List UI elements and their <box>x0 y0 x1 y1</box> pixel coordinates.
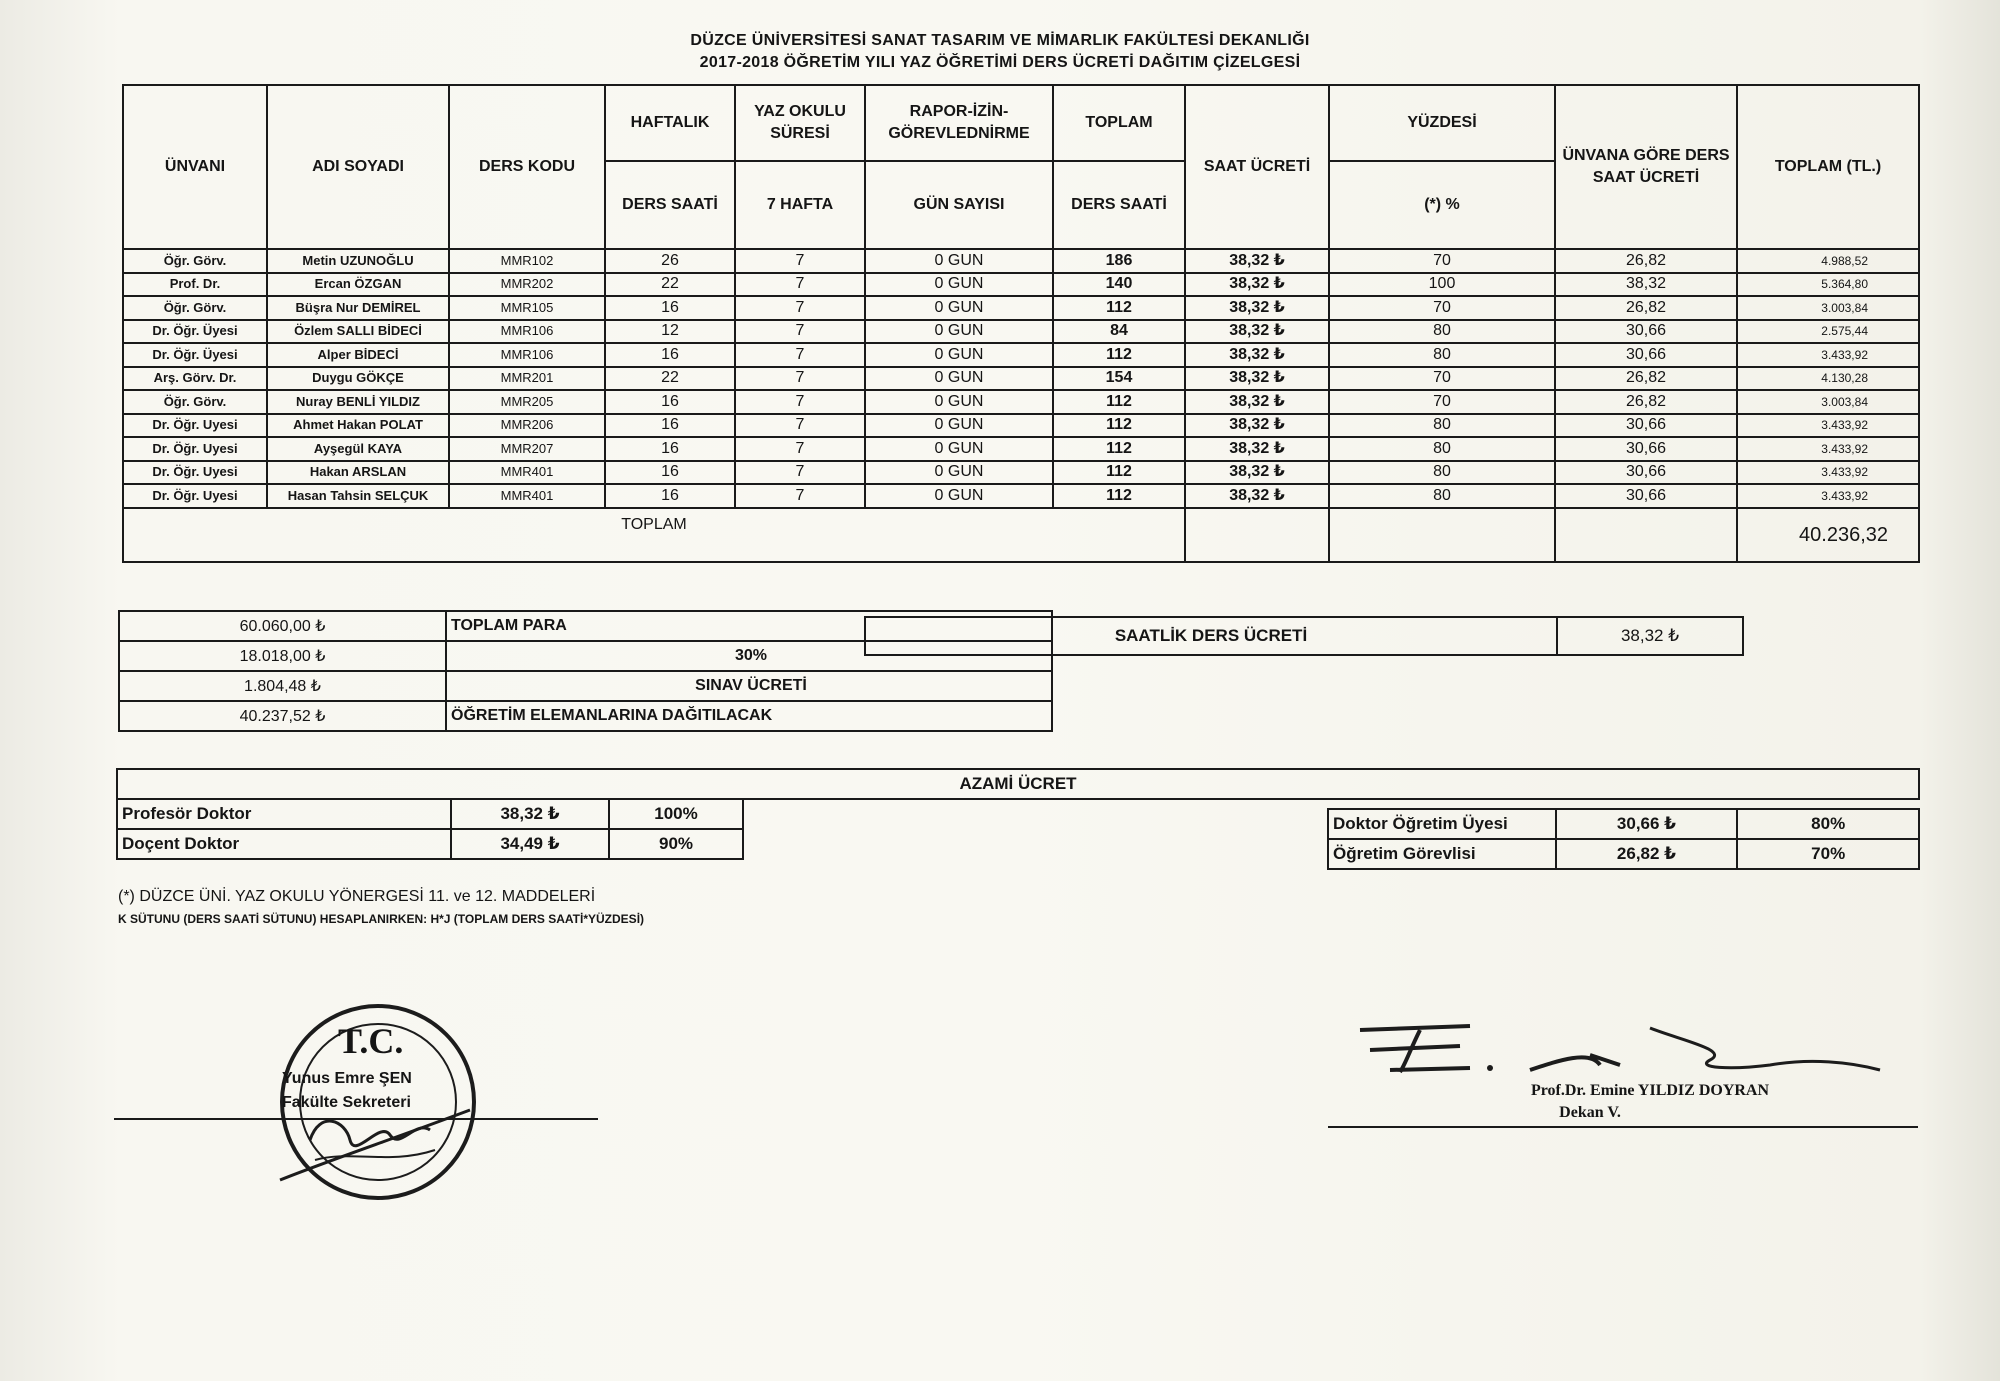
row-unvan-ucret: 26,82 <box>1555 296 1737 320</box>
row-haftalik: 16 <box>605 414 735 438</box>
summary-label-sinav: SINAV ÜCRETİ <box>446 671 1052 701</box>
row-toplam-ders-saati: 112 <box>1053 296 1185 320</box>
row-toplam-ders-saati: 112 <box>1053 437 1185 461</box>
row-unvan-ucret: 26,82 <box>1555 249 1737 273</box>
row-unvan-ucret: 30,66 <box>1555 343 1737 367</box>
row-unvan: Öğr. Görv. <box>123 390 267 414</box>
row-saat-ucreti: 38,32 ₺ <box>1185 249 1329 273</box>
row-hafta: 7 <box>735 390 865 414</box>
row-haftalik: 16 <box>605 390 735 414</box>
row-unvan: Öğr. Görv. <box>123 296 267 320</box>
row-unvan: Arş. Görv. Dr. <box>123 367 267 391</box>
row-unvan: Dr. Öğr. Uyesi <box>123 484 267 508</box>
row-hafta: 7 <box>735 249 865 273</box>
row-unvan: Dr. Öğr. Uyesi <box>123 437 267 461</box>
header-toplam-sub: DERS SAATİ <box>1053 161 1185 249</box>
row-gun-sayisi: 0 GUN <box>865 296 1053 320</box>
secretary-title: Fakülte Sekreteri <box>282 1094 411 1111</box>
table-row <box>123 390 1919 414</box>
row-toplam-ders-saati: 112 <box>1053 414 1185 438</box>
table-row <box>123 273 1919 297</box>
row-unvan-ucret: 26,82 <box>1555 390 1737 414</box>
header-saat-ucreti: SAAT ÜCRETİ <box>1185 85 1329 249</box>
row-gun-sayisi: 0 GUN <box>865 367 1053 391</box>
row-yuzde: 70 <box>1329 367 1555 391</box>
row-yuzde: 80 <box>1329 343 1555 367</box>
row-toplam-tl: 4.988,52 <box>1737 249 1919 273</box>
table-row <box>123 414 1919 438</box>
header-unvani: ÜNVANI <box>123 85 267 249</box>
azami-pct-ogretim-gorevlisi: 70% <box>1737 839 1919 869</box>
row-ad-soyad: Nuray BENLİ YILDIZ <box>267 390 449 414</box>
summary-label-percent: 30% <box>446 641 1052 671</box>
row-unvan-ucret: 30,66 <box>1555 437 1737 461</box>
row-unvan: Dr. Öğr. Üyesi <box>123 320 267 344</box>
row-unvan-ucret: 38,32 <box>1555 273 1737 297</box>
table-row <box>123 461 1919 485</box>
row-ad-soyad: Duygu GÖKÇE <box>267 367 449 391</box>
row-saat-ucreti: 38,32 ₺ <box>1185 343 1329 367</box>
azami-label-ogretim-gorevlisi: Öğretim Görevlisi <box>1328 839 1556 869</box>
row-hafta: 7 <box>735 367 865 391</box>
row-saat-ucreti: 38,32 ₺ <box>1185 367 1329 391</box>
row-ders-kodu: MMR206 <box>449 414 605 438</box>
row-ad-soyad: Ayşegül KAYA <box>267 437 449 461</box>
row-yuzde: 80 <box>1329 437 1555 461</box>
footer-empty-1 <box>1185 508 1329 562</box>
row-toplam-ders-saati: 112 <box>1053 343 1185 367</box>
row-toplam-ders-saati: 84 <box>1053 320 1185 344</box>
row-saat-ucreti: 38,32 ₺ <box>1185 414 1329 438</box>
summary-value-dagitilacak: 40.237,52 ₺ <box>119 701 446 731</box>
header-yaz-okulu-sub: 7 HAFTA <box>735 161 865 249</box>
row-toplam-tl: 3.433,92 <box>1737 484 1919 508</box>
row-ad-soyad: Büşra Nur DEMİREL <box>267 296 449 320</box>
row-haftalik: 16 <box>605 343 735 367</box>
table-row <box>123 437 1919 461</box>
row-ders-kodu: MMR207 <box>449 437 605 461</box>
saatlik-label: SAATLİK DERS ÜCRETİ <box>865 617 1557 655</box>
azami-label-doktor: Doktor Öğretim Üyesi <box>1328 809 1556 839</box>
row-gun-sayisi: 0 GUN <box>865 343 1053 367</box>
row-ders-kodu: MMR106 <box>449 343 605 367</box>
row-hafta: 7 <box>735 296 865 320</box>
table-row <box>123 320 1919 344</box>
row-toplam-ders-saati: 112 <box>1053 461 1185 485</box>
row-yuzde: 80 <box>1329 484 1555 508</box>
table-row <box>123 367 1919 391</box>
row-toplam-tl: 3.433,92 <box>1737 414 1919 438</box>
row-toplam-tl: 3.003,84 <box>1737 390 1919 414</box>
row-haftalik: 26 <box>605 249 735 273</box>
row-ders-kodu: MMR205 <box>449 390 605 414</box>
row-ders-kodu: MMR106 <box>449 320 605 344</box>
azami-title: AZAMİ ÜCRET <box>116 768 1920 800</box>
row-ders-kodu: MMR401 <box>449 484 605 508</box>
row-hafta: 7 <box>735 461 865 485</box>
row-hafta: 7 <box>735 414 865 438</box>
row-unvan-ucret: 30,66 <box>1555 484 1737 508</box>
header-toplam: TOPLAM <box>1053 85 1185 161</box>
row-toplam-ders-saati: 112 <box>1053 484 1185 508</box>
summary-label-toplam-para: TOPLAM PARA <box>446 611 1052 641</box>
row-saat-ucreti: 38,32 ₺ <box>1185 437 1329 461</box>
row-unvan: Dr. Öğr. Üyesi <box>123 343 267 367</box>
azami-value-doktor: 30,66 ₺ <box>1556 809 1738 839</box>
dean-signature-line <box>1328 1126 1918 1128</box>
row-saat-ucreti: 38,32 ₺ <box>1185 273 1329 297</box>
header-rapor-sub: GÜN SAYISI <box>865 161 1053 249</box>
summary-value-percent: 18.018,00 ₺ <box>119 641 446 671</box>
row-hafta: 7 <box>735 437 865 461</box>
footer-total-value: 40.236,32 <box>1737 508 1919 562</box>
header-ders-kodu: DERS KODU <box>449 85 605 249</box>
row-yuzde: 70 <box>1329 390 1555 414</box>
secretary-name: Yunus Emre ŞEN <box>282 1070 412 1087</box>
row-haftalik: 22 <box>605 367 735 391</box>
azami-pct-doktor: 80% <box>1737 809 1919 839</box>
row-yuzde: 80 <box>1329 461 1555 485</box>
azami-pct-profesor: 100% <box>609 799 743 829</box>
row-ders-kodu: MMR105 <box>449 296 605 320</box>
table-row <box>123 296 1919 320</box>
row-hafta: 7 <box>735 343 865 367</box>
footnote-hesaplama: K SÜTUNU (DERS SAATİ SÜTUNU) HESAPLANIRKEN: H*J (TOPLAM DERS SAATİ*YÜZDESİ) <box>118 912 645 926</box>
azami-value-profesor: 38,32 ₺ <box>451 799 609 829</box>
azami-right-table <box>1327 808 1920 870</box>
footer-empty-3 <box>1555 508 1737 562</box>
header-unvana-gore: ÜNVANA GÖRE DERS SAAT ÜCRETİ <box>1555 85 1737 249</box>
row-gun-sayisi: 0 GUN <box>865 414 1053 438</box>
row-ad-soyad: Ercan ÖZGAN <box>267 273 449 297</box>
row-saat-ucreti: 38,32 ₺ <box>1185 461 1329 485</box>
row-unvan: Dr. Öğr. Uyesi <box>123 414 267 438</box>
row-gun-sayisi: 0 GUN <box>865 273 1053 297</box>
row-toplam-ders-saati: 140 <box>1053 273 1185 297</box>
row-toplam-tl: 4.130,28 <box>1737 367 1919 391</box>
row-unvan: Öğr. Görv. <box>123 249 267 273</box>
azami-value-ogretim-gorevlisi: 26,82 ₺ <box>1556 839 1738 869</box>
row-toplam-tl: 3.003,84 <box>1737 296 1919 320</box>
header-yuzdesi: YÜZDESİ <box>1329 85 1555 161</box>
row-toplam-ders-saati: 112 <box>1053 390 1185 414</box>
footnote-yonerge: (*) DÜZCE ÜNİ. YAZ OKULU YÖNERGESİ 11. ve 12. MADDELERİ <box>118 888 596 905</box>
azami-label-docent: Doçent Doktor <box>117 829 451 859</box>
distribution-table <box>122 84 1920 563</box>
row-yuzde: 70 <box>1329 296 1555 320</box>
azami-label-profesor: Profesör Doktor <box>117 799 451 829</box>
row-saat-ucreti: 38,32 ₺ <box>1185 320 1329 344</box>
summary-value-toplam-para: 60.060,00 ₺ <box>119 611 446 641</box>
row-yuzde: 70 <box>1329 249 1555 273</box>
dean-name: Prof.Dr. Emine YILDIZ DOYRAN <box>1530 1082 1770 1099</box>
header-yaz-okulu: YAZ OKULU SÜRESİ <box>735 85 865 161</box>
azami-ucret-section <box>116 768 1920 868</box>
azami-pct-docent: 90% <box>609 829 743 859</box>
summary-value-sinav: 1.804,48 ₺ <box>119 671 446 701</box>
row-hafta: 7 <box>735 273 865 297</box>
row-yuzde: 80 <box>1329 414 1555 438</box>
row-haftalik: 16 <box>605 484 735 508</box>
saatlik-ucret-box <box>864 616 1744 656</box>
summary-label-dagitilacak: ÖĞRETİM ELEMANLARINA DAĞITILACAK <box>446 701 1052 731</box>
row-unvan: Prof. Dr. <box>123 273 267 297</box>
table-row <box>123 343 1919 367</box>
header-yuzdesi-sub: (*) % <box>1329 161 1555 249</box>
dean-title: Dekan V. <box>1559 1104 1621 1121</box>
header-haftalik-sub: DERS SAATİ <box>605 161 735 249</box>
row-unvan: Dr. Öğr. Uyesi <box>123 461 267 485</box>
row-haftalik: 16 <box>605 461 735 485</box>
row-unvan-ucret: 30,66 <box>1555 320 1737 344</box>
row-ad-soyad: Metin UZUNOĞLU <box>267 249 449 273</box>
row-unvan-ucret: 26,82 <box>1555 367 1737 391</box>
row-haftalik: 16 <box>605 437 735 461</box>
header-line-1: DÜZCE ÜNİVERSİTESİ SANAT TASARIM VE MİMARLIK FAKÜLTESİ DEKANLIĞI <box>690 32 1310 49</box>
row-haftalik: 22 <box>605 273 735 297</box>
row-toplam-tl: 3.433,92 <box>1737 461 1919 485</box>
header-line-2: 2017-2018 ÖĞRETİM YILI YAZ ÖĞRETİMİ DERS ÜCRETİ DAĞITIM ÇİZELGESİ <box>699 54 1301 71</box>
row-gun-sayisi: 0 GUN <box>865 320 1053 344</box>
row-ders-kodu: MMR202 <box>449 273 605 297</box>
row-yuzde: 100 <box>1329 273 1555 297</box>
footer-toplam-label: TOPLAM <box>123 508 1185 562</box>
row-yuzde: 80 <box>1329 320 1555 344</box>
header-rapor: RAPOR-İZİN-GÖREVLEDNİRME <box>865 85 1053 161</box>
row-saat-ucreti: 38,32 ₺ <box>1185 484 1329 508</box>
row-ad-soyad: Ahmet Hakan POLAT <box>267 414 449 438</box>
row-ad-soyad: Özlem SALLI BİDECİ <box>267 320 449 344</box>
secretary-signature-line <box>114 1118 598 1120</box>
header-haftalik: HAFTALIK <box>605 85 735 161</box>
row-gun-sayisi: 0 GUN <box>865 437 1053 461</box>
azami-value-docent: 34,49 ₺ <box>451 829 609 859</box>
row-hafta: 7 <box>735 484 865 508</box>
row-toplam-tl: 5.364,80 <box>1737 273 1919 297</box>
row-saat-ucreti: 38,32 ₺ <box>1185 390 1329 414</box>
row-ad-soyad: Hakan ARSLAN <box>267 461 449 485</box>
row-toplam-tl: 2.575,44 <box>1737 320 1919 344</box>
header-toplam-tl: TOPLAM (TL.) <box>1737 85 1919 249</box>
row-toplam-ders-saati: 186 <box>1053 249 1185 273</box>
row-unvan-ucret: 30,66 <box>1555 461 1737 485</box>
row-saat-ucreti: 38,32 ₺ <box>1185 296 1329 320</box>
footer-empty-2 <box>1329 508 1555 562</box>
table-row <box>123 249 1919 273</box>
row-gun-sayisi: 0 GUN <box>865 484 1053 508</box>
saatlik-value: 38,32 ₺ <box>1557 617 1743 655</box>
table-row <box>123 484 1919 508</box>
stamp-tc: T.C. <box>338 1021 404 1061</box>
row-toplam-tl: 3.433,92 <box>1737 437 1919 461</box>
row-gun-sayisi: 0 GUN <box>865 461 1053 485</box>
row-toplam-ders-saati: 154 <box>1053 367 1185 391</box>
row-ad-soyad: Hasan Tahsin SELÇUK <box>267 484 449 508</box>
row-unvan-ucret: 30,66 <box>1555 414 1737 438</box>
row-toplam-tl: 3.433,92 <box>1737 343 1919 367</box>
row-ders-kodu: MMR102 <box>449 249 605 273</box>
row-ders-kodu: MMR401 <box>449 461 605 485</box>
row-haftalik: 12 <box>605 320 735 344</box>
row-gun-sayisi: 0 GUN <box>865 390 1053 414</box>
row-haftalik: 16 <box>605 296 735 320</box>
row-ders-kodu: MMR201 <box>449 367 605 391</box>
row-hafta: 7 <box>735 320 865 344</box>
azami-left-table <box>116 798 744 860</box>
row-ad-soyad: Alper BİDECİ <box>267 343 449 367</box>
row-gun-sayisi: 0 GUN <box>865 249 1053 273</box>
header-adi-soyadi: ADI SOYADI <box>267 85 449 249</box>
